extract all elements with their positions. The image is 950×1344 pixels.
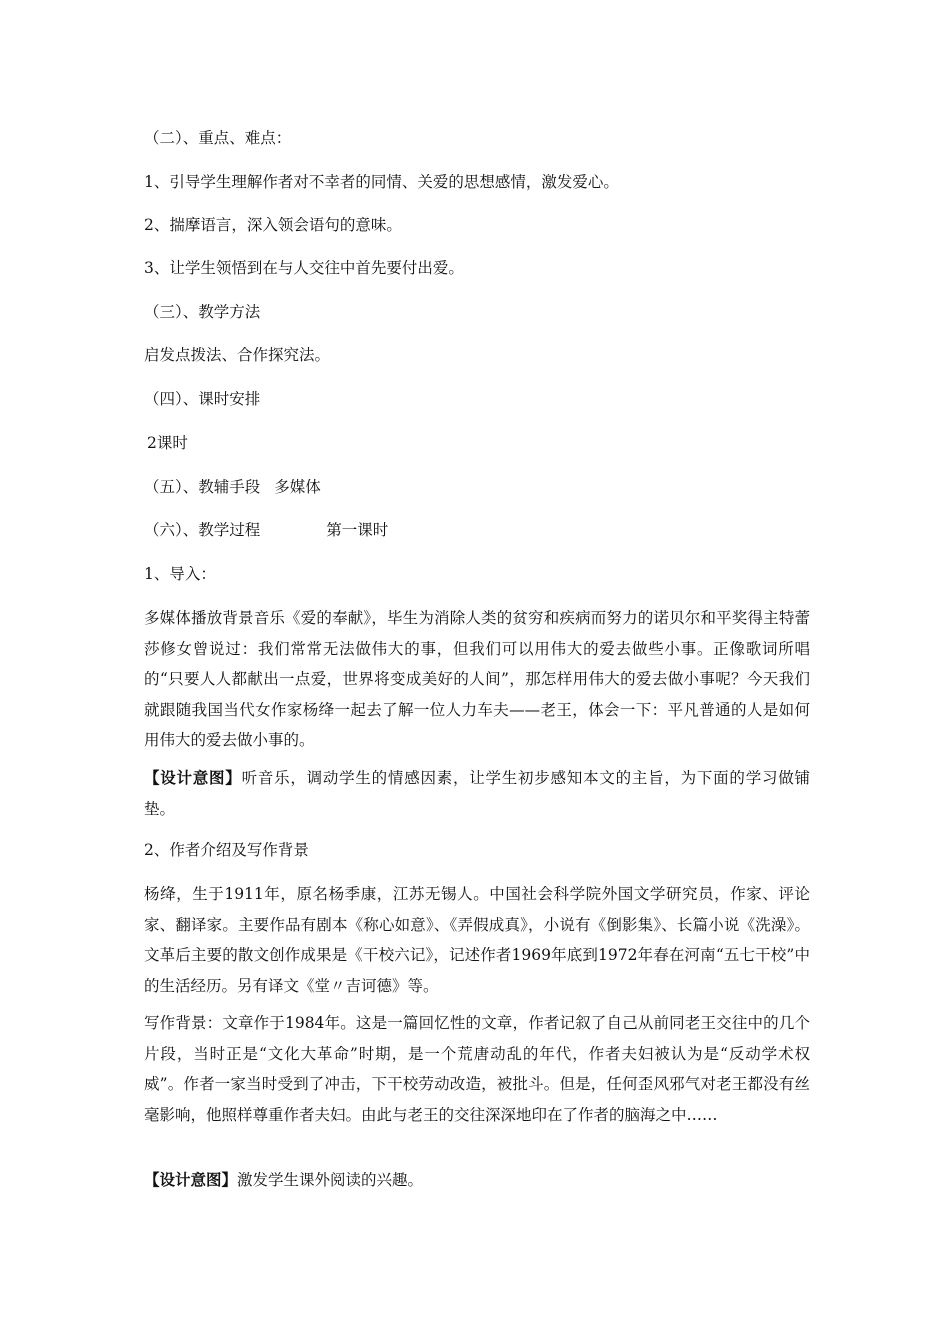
design-intent-2-text: 激发学生课外阅读的兴趣。 [237, 1171, 424, 1189]
teaching-methods: 启发点拨法、合作探究法。 [144, 346, 331, 364]
design-intent-2 [144, 1169, 423, 1191]
section-6-line [144, 519, 388, 541]
key-point-1: 1、引导学生理解作者对不幸者的同情、关爱的思想感情，激发爱心。 [144, 173, 619, 191]
teaching-aid-value: 多媒体 [274, 478, 321, 496]
step-1-heading: 1、导入： [144, 565, 216, 583]
design-intent-1 [144, 763, 810, 824]
section-4-heading: （四）、课时安排 [144, 390, 261, 408]
key-point-2: 2、揣摩语言，深入领会语句的意味。 [144, 216, 402, 234]
key-point-3: 3、让学生领悟到在与人交往中首先要付出爱。 [144, 259, 464, 277]
first-lesson-label: 第一课时 [326, 521, 389, 539]
section-2-heading: （二）、重点、难点： [144, 129, 292, 147]
design-intent-1-text: 听音乐，调动学生的情感因素，让学生初步感知本文的主旨，为下面的学习做铺垫。 [144, 769, 810, 818]
section-5-heading: （五）、教辅手段 [144, 478, 261, 496]
intro-paragraph: 多媒体播放背景音乐《爱的奉献》，毕生为消除人类的贫穷和疾病而努力的诺贝尔和平奖得主特蕾莎修女曾说过：我们常常无法做伟大的事，但我们可以用伟大的爱去做些小事。正像歌词所唱的“只要人人都献出一点爱，世界将变成美好的人间”，那怎样用伟大的爱去做小事呢？今天我们就跟随我国当代女作家杨绛一起去了解一位人力车夫——老王，体会一下：平凡普通的人是如何用伟大的爱去做小事的。 [144, 609, 810, 749]
writing-background-paragraph: 写作背景：文章作于1984年。这是一篇回忆性的文章，作者记叙了自己从前同老王交往中的几个片段，当时正是“文化大革命”时期，是一个荒唐动乱的年代，作者夫妇被认为是“反动学术权威”。作者一家当时受到了冲击，下干校劳动改造，被批斗。但是，任何歪风邪气对老王都没有丝毫影响，他照样尊重作者夫妇。由此与老王的交往深深地印在了作者的脑海之中…… [144, 1014, 810, 1124]
design-intent-1-label: 【设计意图】 [144, 768, 242, 787]
design-intent-2-label: 【设计意图】 [144, 1170, 238, 1189]
class-hours: 2课时 [147, 434, 188, 452]
step-2-heading: 2、作者介绍及写作背景 [144, 841, 309, 859]
section-3-heading: （三）、教学方法 [144, 303, 261, 321]
author-intro-paragraph: 杨绛，生于1911年，原名杨季康，江苏无锡人。中国社会科学院外国文学研究员，作家、评论家、翻译家。主要作品有剧本《称心如意》、《弄假成真》，小说有《倒影集》、长篇小说《洗澡》。文革后主要的散文创作成果是《干校六记》，记述作者1969年底到1972年春在河南“五七干校”中的生活经历。另有译文《堂〃吉诃德》等。 [144, 885, 810, 995]
section-5-line [144, 476, 321, 498]
section-6-heading: （六）、教学过程 [144, 521, 261, 539]
